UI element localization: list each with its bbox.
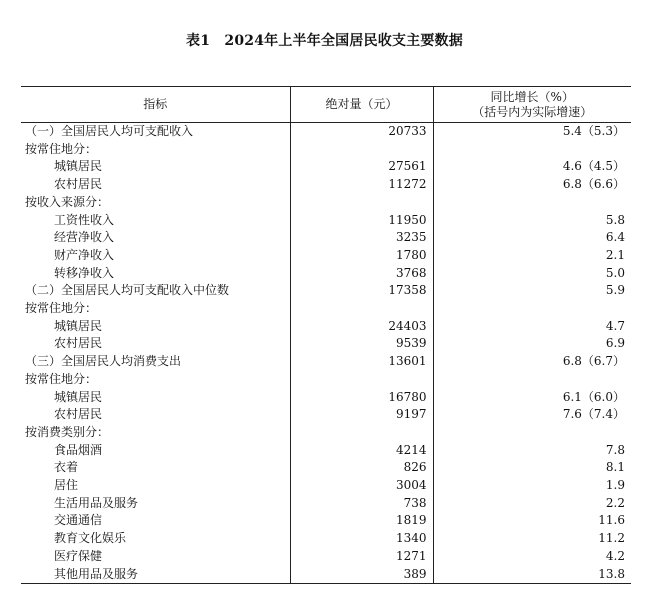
- row-absolute-value: 3004: [290, 477, 433, 495]
- table-title: 表1 2024年上半年全国居民收支主要数据: [186, 33, 463, 49]
- row-absolute-value: 13601: [290, 353, 433, 371]
- row-growth-rate: [433, 300, 631, 318]
- row-label: （三）全国居民人均消费支出: [25, 354, 182, 369]
- row-label: 教育文化娱乐: [54, 531, 127, 546]
- table-row: [21, 247, 631, 265]
- table-row: [21, 424, 631, 442]
- header-growth: [433, 87, 631, 123]
- row-label: 按收入来源分：: [25, 194, 110, 209]
- row-label: 衣着: [54, 460, 79, 475]
- row-growth-rate: 4.2: [433, 548, 631, 566]
- row-label: 经营净收入: [54, 230, 115, 245]
- row-growth-rate: 13.8: [433, 566, 631, 584]
- row-absolute-value: 9539: [290, 335, 433, 353]
- row-absolute-value: [290, 300, 433, 318]
- row-label: 按常住地分：: [25, 301, 98, 316]
- table-row: [21, 318, 631, 336]
- table-row: [21, 123, 631, 141]
- row-label: 交通通信: [54, 513, 103, 528]
- header-absolute: 绝对量（元）: [290, 87, 433, 123]
- table-row: [21, 212, 631, 230]
- row-absolute-value: 3768: [290, 265, 433, 283]
- row-growth-rate: 6.4: [433, 229, 631, 247]
- row-label: 农村居民: [54, 177, 103, 192]
- row-growth-rate: 5.8: [433, 212, 631, 230]
- row-label: （一）全国居民人均可支配收入: [25, 124, 194, 138]
- row-label: 城镇居民: [54, 318, 103, 333]
- table-row: [21, 477, 631, 495]
- row-label: 按消费类别分：: [25, 424, 110, 439]
- row-label: 农村居民: [54, 336, 103, 351]
- row-absolute-value: 1819: [290, 512, 433, 530]
- row-absolute-value: [290, 194, 433, 212]
- row-label: 农村居民: [54, 407, 103, 422]
- table-row: [21, 406, 631, 424]
- row-growth-rate: 2.2: [433, 495, 631, 513]
- row-label: 城镇居民: [54, 159, 103, 174]
- table-row: [21, 229, 631, 247]
- row-absolute-value: 27561: [290, 158, 433, 176]
- row-label: 生活用品及服务: [54, 495, 139, 510]
- row-absolute-value: 1340: [290, 530, 433, 548]
- table-row: [21, 389, 631, 407]
- row-absolute-value: 9197: [290, 406, 433, 424]
- row-growth-rate: 7.6（7.4）: [433, 406, 631, 424]
- row-growth-rate: 5.9: [433, 282, 631, 300]
- row-absolute-value: 16780: [290, 389, 433, 407]
- row-label: 城镇居民: [54, 389, 103, 404]
- table-row: [21, 512, 631, 530]
- row-absolute-value: [290, 371, 433, 389]
- row-label: 按常住地分：: [25, 141, 98, 156]
- row-growth-rate: 6.9: [433, 335, 631, 353]
- row-growth-rate: 5.4（5.3）: [433, 123, 631, 141]
- table-row: [21, 300, 631, 318]
- table-header-row: [21, 87, 631, 123]
- table-row: [21, 335, 631, 353]
- row-growth-rate: 6.1（6.0）: [433, 389, 631, 407]
- row-growth-rate: [433, 424, 631, 442]
- row-growth-rate: 11.2: [433, 530, 631, 548]
- table-row: [21, 194, 631, 212]
- row-label: 居住: [54, 478, 79, 493]
- row-absolute-value: [290, 424, 433, 442]
- row-growth-rate: 2.1: [433, 247, 631, 265]
- income-expenditure-table: [21, 86, 631, 584]
- row-absolute-value: 738: [290, 495, 433, 513]
- table-row: [21, 353, 631, 371]
- table-row: [21, 282, 631, 300]
- row-absolute-value: 389: [290, 566, 433, 584]
- row-growth-rate: 6.8（6.6）: [433, 176, 631, 194]
- table-row: [21, 371, 631, 389]
- header-growth-line2: （括号内为实际增速）: [472, 104, 593, 119]
- row-growth-rate: 11.6: [433, 512, 631, 530]
- row-growth-rate: [433, 194, 631, 212]
- table-body: [21, 123, 631, 584]
- row-absolute-value: 1780: [290, 247, 433, 265]
- row-growth-rate: 5.0: [433, 265, 631, 283]
- row-absolute-value: 4214: [290, 442, 433, 460]
- row-growth-rate: 4.6（4.5）: [433, 158, 631, 176]
- row-label: 医疗保健: [54, 548, 103, 563]
- row-label: 转移净收入: [54, 265, 115, 280]
- row-absolute-value: [290, 141, 433, 159]
- table-row: [21, 158, 631, 176]
- row-absolute-value: 20733: [290, 123, 433, 141]
- row-growth-rate: [433, 371, 631, 389]
- table-row: [21, 459, 631, 477]
- table-row: [21, 141, 631, 159]
- header-indicator: 指标: [21, 87, 290, 123]
- row-growth-rate: [433, 141, 631, 159]
- row-label: 食品烟酒: [54, 442, 103, 457]
- row-growth-rate: 4.7: [433, 318, 631, 336]
- row-label: 工资性收入: [54, 212, 115, 227]
- row-absolute-value: 11950: [290, 212, 433, 230]
- table-row: [21, 495, 631, 513]
- row-growth-rate: 8.1: [433, 459, 631, 477]
- row-growth-rate: 6.8（6.7）: [433, 353, 631, 371]
- table-row: [21, 548, 631, 566]
- row-absolute-value: 3235: [290, 229, 433, 247]
- table-row: [21, 566, 631, 584]
- row-label: 按常住地分：: [25, 371, 98, 386]
- row-label: （二）全国居民人均可支配收入中位数: [25, 283, 230, 298]
- table-row: [21, 530, 631, 548]
- row-absolute-value: 11272: [290, 176, 433, 194]
- table-row: [21, 176, 631, 194]
- row-absolute-value: 1271: [290, 548, 433, 566]
- row-label: 财产净收入: [54, 247, 115, 262]
- header-growth-line1: 同比增长（%）: [490, 89, 574, 104]
- row-growth-rate: 1.9: [433, 477, 631, 495]
- row-growth-rate: 7.8: [433, 442, 631, 460]
- row-label: 其他用品及服务: [21, 566, 290, 584]
- row-absolute-value: 17358: [290, 282, 433, 300]
- row-absolute-value: 24403: [290, 318, 433, 336]
- table-row: [21, 265, 631, 283]
- row-absolute-value: 826: [290, 459, 433, 477]
- table-row: [21, 442, 631, 460]
